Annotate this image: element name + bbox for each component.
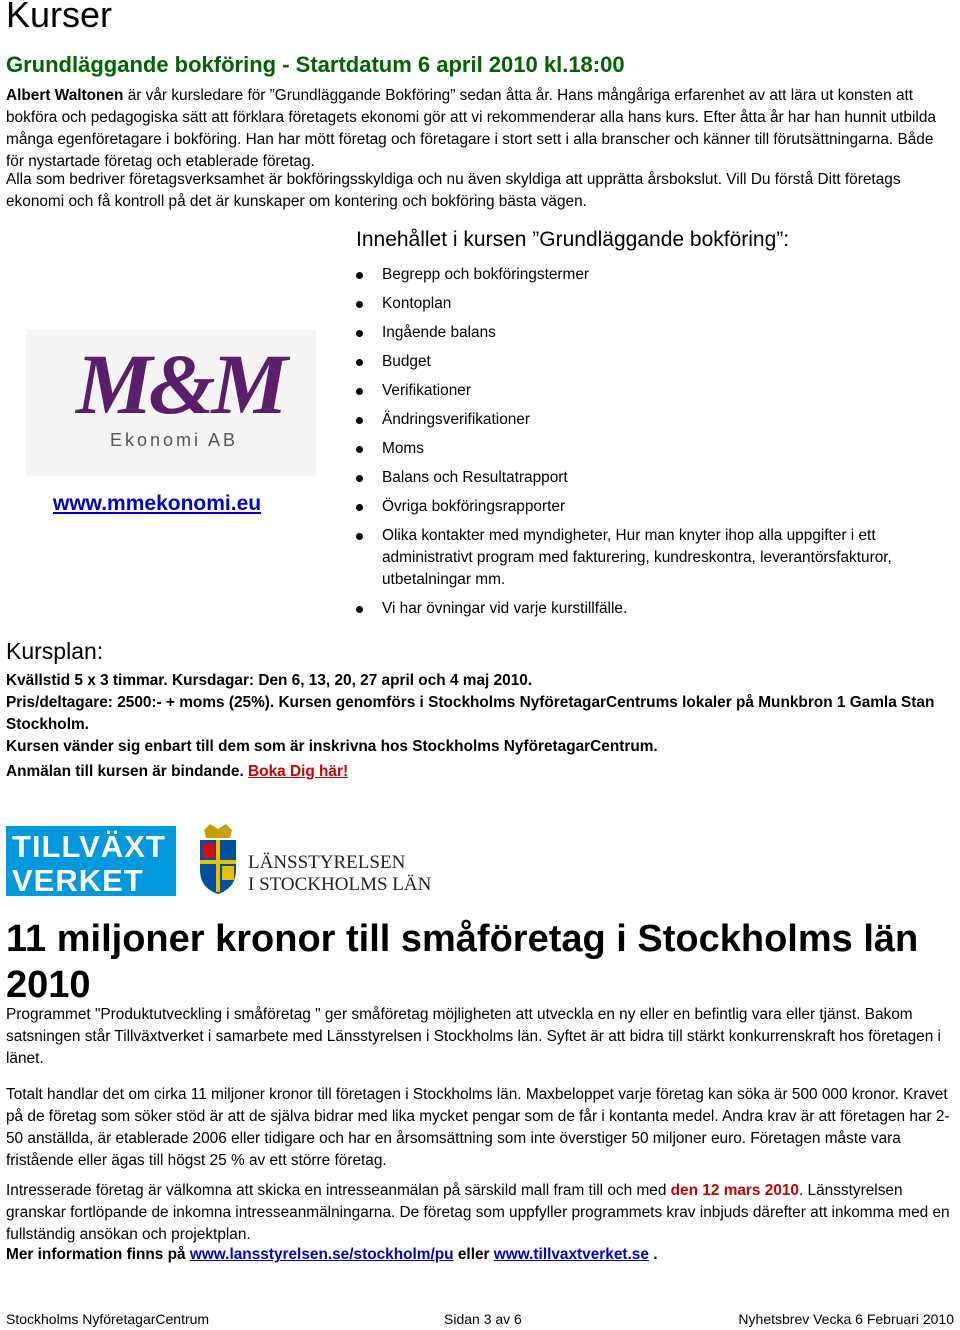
article-paragraph: Programmet "Produktutveckling i småföretag " ger småföretag möjligheten att utveckla en ny eller en befintlig vara eller tjänst. Bakom satsningen står Tillväxtverket i samarbete med Länsstyrelsen i Stockholms län. Syftet är att bidra till stärkt konkurrenskraft hos företagen i länet.: [6, 1006, 941, 1067]
page-title: Kurser: [6, 0, 113, 35]
content-title: Innehållet i kursen ”Grundläggande bokföring”:: [356, 228, 790, 251]
course-title: Grundläggande bokföring - Startdatum 6 april 2010 kl.18:00: [6, 52, 625, 77]
kursplan-heading: Kursplan:: [6, 638, 104, 664]
kursplan-line: Kvällstid 5 x 3 timmar. Kursdagar: Den 6, 13, 20, 27 april och 4 maj 2010.: [6, 672, 533, 689]
article-paragraph: Totalt handlar det om cirka 11 miljoner kronor till företagen i Stockholms län. Maxbeloppet varje företag kan söka är 500 000 kronor. Kravet på de företag som söker stöd är att de själva bidrar med lika mycket pengar som de får i kontanta medel. Andra krav är att företagen har 2-50 anställda, är etablerade 2006 eller tidigare och har en årsomsättning som inte överstiger 50 miljoner euro. Företagen måste vara fristående eller ägas till högst 25 % av ett större företag.: [6, 1086, 950, 1169]
footer-right: Nyhetsbrev Vecka 6 Februari 2010: [738, 1311, 954, 1327]
tillvaxtverket-link[interactable]: www.tillvaxtverket.se: [493, 1246, 649, 1263]
bullet-icon: [356, 504, 363, 511]
kursplan-line: Pris/deltagare: 2500:- + moms (25%). Kursen genomförs i Stockholms NyföretagarCentrums lokaler på Munkbron 1 Gamla Stan Stockholm.: [6, 694, 935, 733]
list-item: Verifikationer: [356, 380, 956, 402]
intro-paragraph: [6, 85, 951, 173]
list-item: Balans och Resultatrapport: [356, 467, 956, 489]
bullet-icon: [356, 330, 363, 337]
list-item: Olika kontakter med myndigheter, Hur man knyter ihop alla uppgifter i ett administrativt program med fakturering, kundreskontra, leverantörsfakturor, utbetalningar mm.: [356, 525, 956, 591]
teacher-name: Albert Waltonen: [6, 87, 124, 104]
list-item: Kontoplan: [356, 293, 956, 315]
mm-logo-mark: M&M: [76, 336, 284, 432]
footer-left: Stockholms NyföretagarCentrum: [6, 1311, 210, 1327]
bullet-icon: [356, 417, 363, 424]
more-info: Mer information finns på www.lansstyrelsen.se/stockholm/pu eller www.tillvaxtverket.se .: [6, 1246, 658, 1263]
intro-text: är vår kursledare för ”Grundläggande Bokföring” sedan åtta år. Hans mångåriga erfarenhet av att lära ut konsten att bokföra och pedagogiska sätt att förklara företagets ekonomi gör att vi rekommenderar alla hans kurs. Efter åtta år har han hunnit utbilda många egenföretagare i bokföring. Han har mött företag och företagare i stort sett i alla branscher och känner till förutsättningarna. Både för nystartade företag och etablerade företag.: [6, 87, 936, 170]
mm-logo-subtitle: Ekonomi AB: [110, 430, 239, 450]
bullet-icon: [356, 533, 363, 540]
book-link[interactable]: Boka Dig här!: [248, 763, 349, 780]
bullet-icon: [356, 272, 363, 279]
bullet-icon: [356, 359, 363, 366]
lan-line: I STOCKHOLMS LÄN: [248, 874, 432, 895]
tillvaxtverket-logo: [6, 826, 176, 896]
bullet-icon: [356, 446, 363, 453]
bullet-icon: [356, 388, 363, 395]
kursplan-line: Kursen vänder sig enbart till dem som är inskrivna hos Stockholms NyföretagarCentrum.: [6, 738, 658, 755]
article-headline: 11 miljoner kronor till småföretag i Stockholms län 2010: [6, 918, 919, 1006]
lansstyrelsen-logo: [248, 852, 431, 896]
list-item: Moms: [356, 438, 956, 460]
list-item: Begrepp och bokföringstermer: [356, 264, 956, 286]
bullet-icon: [356, 606, 363, 613]
bullet-icon: [356, 475, 363, 482]
lansstyrelsen-link[interactable]: www.lansstyrelsen.se/stockholm/pu: [189, 1246, 454, 1263]
topic-list: [356, 264, 956, 627]
deadline-text: den 12 mars 2010: [670, 1182, 799, 1199]
intro-paragraph-2: Alla som bedriver företagsverksamhet är bokföringsskyldiga och nu även skyldiga att upprätta årsbokslut. Vill Du förstå Ditt företags ekonomi och få kontroll på det är kunskaper om kontering och bokföring bästa vägen.: [6, 171, 901, 210]
list-item: Ändringsverifikationer: [356, 409, 956, 431]
lan-line: LÄNSSTYRELSEN: [248, 852, 406, 873]
mm-logo: [26, 330, 316, 476]
list-item: Ingående balans: [356, 322, 956, 344]
list-item: Budget: [356, 351, 956, 373]
mm-website-link[interactable]: www.mmekonomi.eu: [53, 492, 262, 515]
list-item: Övriga bokföringsrapporter: [356, 496, 956, 518]
bullet-icon: [356, 301, 363, 308]
tillvaxt-line: TILLVÄXT: [12, 829, 166, 864]
crest-icon: [196, 824, 240, 896]
footer-page-number: Sidan 3 av 6: [444, 1311, 522, 1327]
list-item: Vi har övningar vid varje kurstillfälle.: [356, 598, 956, 620]
kursplan-line: Anmälan till kursen är bindande. Boka Dig här!: [6, 763, 349, 780]
article-paragraph: Intresserade företag är välkomna att skicka en intresseanmälan på särskild mall fram till och med den 12 mars 2010. Länsstyrelsen granskar fortlöpande de inkomna intresseanmälningarna. De företag som uppfyller programmets krav inbjuds därefter att inkomma med en fullständig ansökan och projektplan.: [6, 1182, 950, 1243]
tillvaxt-line: VERKET: [12, 863, 144, 898]
